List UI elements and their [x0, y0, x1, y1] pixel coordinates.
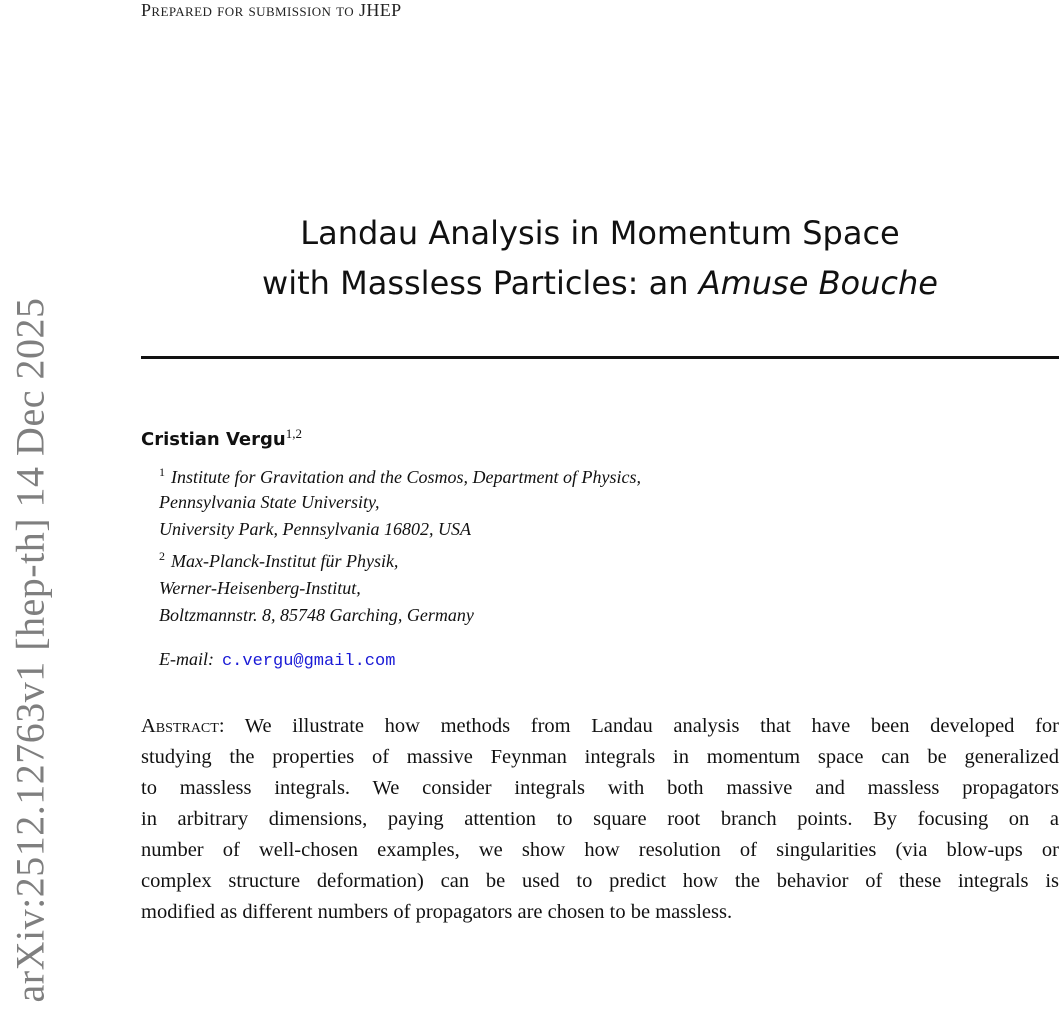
abstract-line-5: number of well-chosen examples, we show how resolution of singularities (via blow-ups or — [141, 839, 1059, 861]
abstract-line-2: studying the properties of massive Feynman integrals in momentum space can be generalized — [141, 746, 1059, 768]
affiliation-2-line-3: Boltzmannstr. 8, 85748 Garching, Germany — [159, 605, 474, 625]
email-label: E-mail: — [159, 649, 214, 669]
title-line-2 — [141, 258, 1059, 308]
abstract-line-1 — [141, 711, 1059, 742]
affiliation-2-line-1 — [159, 549, 398, 572]
abstract — [141, 711, 1059, 928]
affiliation-1-text-1: Institute for Gravitation and the Cosmos, Department of Physics, — [171, 467, 641, 487]
affiliation-1-marker: 1 — [159, 465, 165, 479]
arxiv-identifier-stamp — [0, 0, 60, 1018]
affiliation-1-line-2: Pennsylvania State University, — [159, 492, 380, 512]
email-line — [159, 649, 395, 671]
submission-note: Prepared for submission to JHEP — [141, 0, 402, 20]
email-link[interactable]: c.vergu@gmail.com — [221, 652, 396, 671]
author-line — [141, 426, 302, 450]
arxiv-id-text: arXiv:2512.12763v1 [hep-th] 14 Dec 2025 — [7, 297, 53, 1003]
abstract-line-4: in arbitrary dimensions, paying attention to square root branch points. By focusing on a — [141, 808, 1059, 830]
author-affiliation-markers: 1,2 — [285, 426, 302, 441]
author-name: Cristian Vergu — [141, 429, 286, 450]
abstract-line-6: complex structure deformation) can be used to predict how the behavior of these integrals is — [141, 870, 1059, 892]
abstract-line-3: to massless integrals. We consider integrals with both massive and massless propagators — [141, 777, 1059, 799]
abstract-line-7: modified as different numbers of propagators are chosen to be massless. — [141, 901, 733, 923]
affiliation-1-line-1 — [159, 465, 641, 488]
title-italic-phrase: Amuse Bouche — [698, 264, 938, 302]
paper-title — [141, 208, 1059, 308]
title-line-2-text: with Massless Particles: an — [262, 264, 699, 302]
affiliation-2-text-1: Max-Planck-Institut für Physik, — [171, 551, 399, 571]
affiliation-2-marker: 2 — [159, 549, 165, 563]
title-divider — [141, 356, 1059, 359]
affiliation-1-line-3: University Park, Pennsylvania 16802, USA — [159, 519, 471, 539]
affiliation-2-line-2: Werner-Heisenberg-Institut, — [159, 578, 361, 598]
abstract-heading: Abstract: — [141, 715, 225, 737]
abstract-text-1: We illustrate how methods from Landau analysis that have been developed for — [224, 715, 1059, 737]
title-line-1: Landau Analysis in Momentum Space — [300, 214, 900, 252]
